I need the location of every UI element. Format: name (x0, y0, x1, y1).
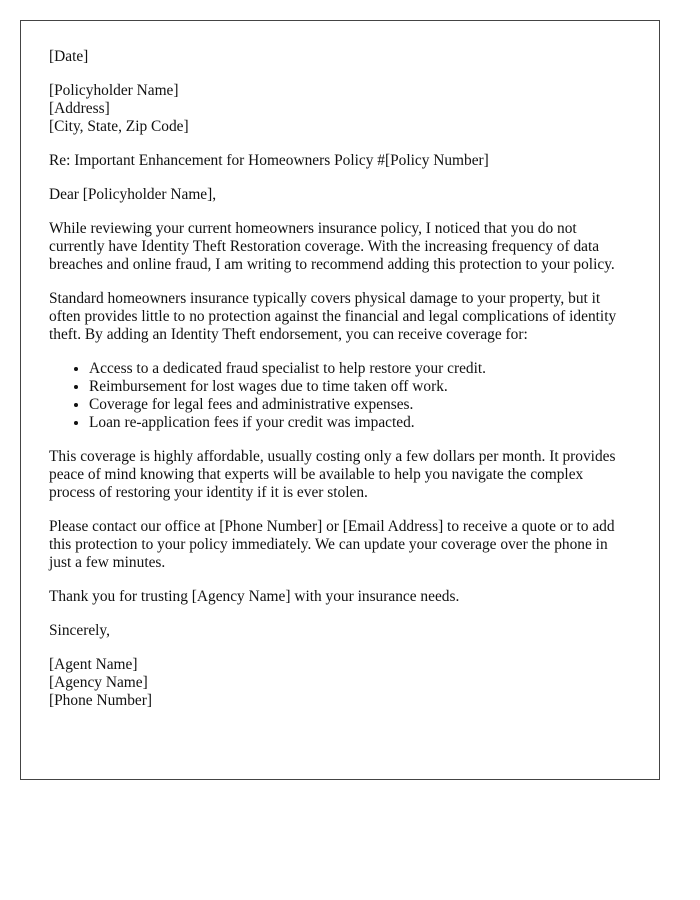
recipient-city-state-zip: [City, State, Zip Code] (49, 118, 189, 135)
coverage-list-item: • Loan re-application fees if your credit was impacted. (89, 414, 631, 432)
coverage-list-item: • Coverage for legal fees and administrative expenses. (89, 396, 631, 414)
letter-subject: Re: Important Enhancement for Homeowners Policy #[Policy Number] (49, 152, 489, 169)
letter-paragraph-2: Standard homeowners insurance typically covers physical damage to your property, but it often provides little to no protection against the financial and legal complications of identity theft. By adding an Identity Theft endorsement, you can receive coverage for: (49, 290, 617, 343)
recipient-name: [Policyholder Name] (49, 82, 179, 99)
coverage-list (49, 360, 631, 432)
recipient-address-block (49, 82, 631, 136)
coverage-list-item: • Access to a dedicated fraud specialist to help restore your credit. (89, 360, 631, 378)
coverage-list-item: • Reimbursement for lost wages due to time taken off work. (89, 378, 631, 396)
signature-agent-name: [Agent Name] (49, 656, 138, 673)
letter-document (20, 20, 660, 780)
letter-paragraph-4: Please contact our office at [Phone Number] or [Email Address] to receive a quote or to add this protection to your policy immediately. We can update your coverage over the phone in just a few minutes. (49, 518, 615, 571)
letter-paragraph-5: Thank you for trusting [Agency Name] with your insurance needs. (49, 588, 460, 605)
signature-phone: [Phone Number] (49, 692, 153, 709)
letter-paragraph-3: This coverage is highly affordable, usually costing only a few dollars per month. It provides peace of mind knowing that experts will be available to help you navigate the complex process of restoring your identity if it is ever stolen. (49, 448, 616, 501)
signature-agency-name: [Agency Name] (49, 674, 148, 691)
letter-closing: Sincerely, (49, 622, 110, 639)
signature-block (49, 656, 631, 710)
letter-salutation: Dear [Policyholder Name], (49, 186, 217, 203)
letter-paragraph-1: While reviewing your current homeowners insurance policy, I noticed that you do not currently have Identity Theft Restoration coverage. With the increasing frequency of data breaches and online fraud, I am writing to recommend adding this protection to your policy. (49, 220, 615, 273)
letter-date: [Date] (49, 48, 89, 65)
recipient-address: [Address] (49, 100, 110, 117)
